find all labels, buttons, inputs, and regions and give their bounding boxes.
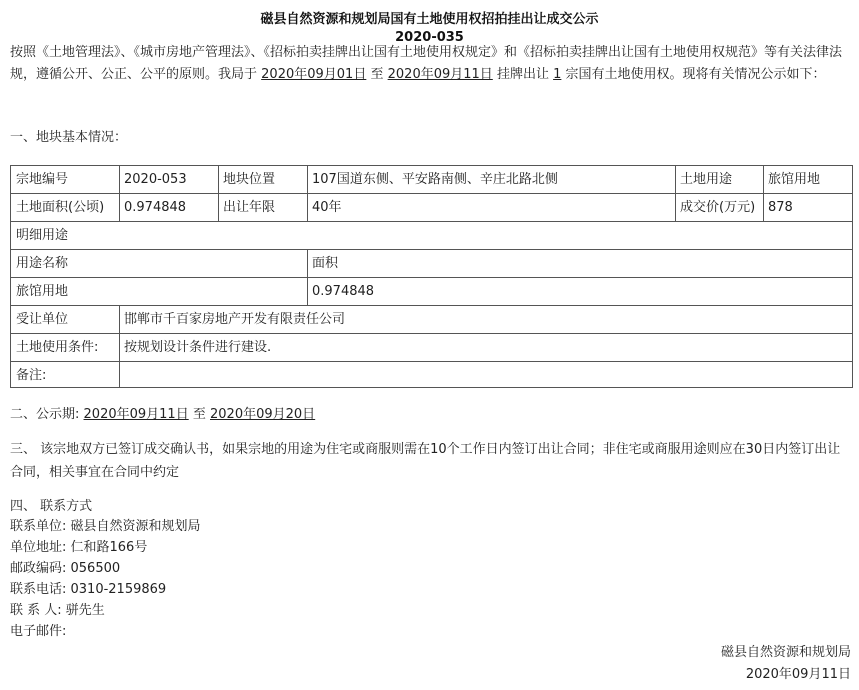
contract-paragraph: 三、 该宗地双方已签订成交确认书，如果宗地的用途为住宅或商服则需在10个工作日内签订出让合同；非住宅或商服用途则应在30日内签订出让合同，相关事宜在合同中约定 xyxy=(10,442,841,480)
term-value: 40年 xyxy=(312,200,342,215)
term-label: 出让年限 xyxy=(223,200,276,215)
intro-to-word: 至 xyxy=(370,67,384,82)
location-label: 地块位置 xyxy=(223,172,276,187)
intro-text-a: 按照《土地管理法》、《城市房地产管理法》、《招标拍卖挂牌出让国有土地使用权规定》和《招标拍卖挂牌出让国有土地使用权规范》等有关法律法规，遵循公开、公正、公平的原则。我局于 xyxy=(10,45,843,82)
publicity-period xyxy=(10,405,315,425)
area-value: 0.974848 xyxy=(124,200,187,215)
table-hline xyxy=(11,361,852,362)
detail-area-value: 0.974848 xyxy=(312,284,375,299)
contact-email: 电子邮件: xyxy=(10,624,67,639)
price-label: 成交价(万元) xyxy=(680,200,756,215)
transferee-label: 受让单位 xyxy=(16,312,69,327)
publicity-label: 二、公示期: xyxy=(10,407,80,422)
contact-phone: 联系电话: 0310-2159869 xyxy=(10,582,167,597)
transferee-value: 邯郸市千百家房地产开发有限责任公司 xyxy=(124,312,346,327)
listing-start-date: 2020年09月01日 xyxy=(261,67,367,82)
price-value: 878 xyxy=(768,200,793,215)
intro-text-c: 宗国有土地使用权。现将有关情况公示如下： xyxy=(565,67,826,82)
contact-heading: 四、 联系方式 xyxy=(10,499,93,514)
table-hline xyxy=(11,277,852,278)
parcel-info-table xyxy=(10,165,853,388)
remark-label: 备注: xyxy=(16,368,47,383)
section1-heading: 一、地块基本情况： xyxy=(10,130,128,145)
parcel-count: 1 xyxy=(553,67,562,82)
parcel-no-value: 2020-053 xyxy=(124,172,187,187)
table-vline xyxy=(218,166,219,221)
table-vline xyxy=(307,249,308,305)
signature-date: 2020年09月11日 xyxy=(745,667,851,682)
use-condition-label: 土地使用条件: xyxy=(16,340,99,355)
land-use-label: 土地用途 xyxy=(680,172,733,187)
page-title: 磁县自然资源和规划局国有土地使用权招拍挂出让成交公示 xyxy=(260,12,599,27)
publicity-to-word: 至 xyxy=(192,407,206,422)
contact-address: 单位地址: 仁和路166号 xyxy=(10,540,148,555)
contact-person: 联 系 人: 骈先生 xyxy=(10,603,105,618)
area-column-label: 面积 xyxy=(312,256,339,271)
detail-use-label: 明细用途 xyxy=(16,228,69,243)
intro-text-b: 挂牌出让 xyxy=(496,67,549,82)
table-vline xyxy=(119,166,120,221)
contact-unit: 联系单位: 磁县自然资源和规划局 xyxy=(10,519,201,534)
publicity-end-date: 2020年09月20日 xyxy=(210,407,316,422)
use-condition-value: 按规划设计条件进行建设. xyxy=(124,340,272,355)
listing-end-date: 2020年09月11日 xyxy=(387,67,493,82)
location-value: 107国道东侧、平安路南侧、辛庄北路北侧 xyxy=(312,172,558,187)
table-hline xyxy=(11,249,852,250)
intro-paragraph xyxy=(10,42,850,86)
area-label: 土地面积(公顷) xyxy=(16,200,105,215)
notice-number: 2020-035 xyxy=(395,30,464,45)
table-vline xyxy=(119,305,120,388)
signature-org: 磁县自然资源和规划局 xyxy=(720,645,851,660)
table-hline xyxy=(11,221,852,222)
parcel-no-label: 宗地编号 xyxy=(16,172,69,187)
land-use-value: 旅馆用地 xyxy=(768,172,821,187)
contact-postcode: 邮政编码: 056500 xyxy=(10,561,121,576)
table-vline xyxy=(307,166,308,221)
use-name-label: 用途名称 xyxy=(16,256,69,271)
table-vline xyxy=(675,166,676,221)
detail-use-value: 旅馆用地 xyxy=(16,284,69,299)
table-vline xyxy=(763,166,764,221)
publicity-start-date: 2020年09月11日 xyxy=(83,407,189,422)
